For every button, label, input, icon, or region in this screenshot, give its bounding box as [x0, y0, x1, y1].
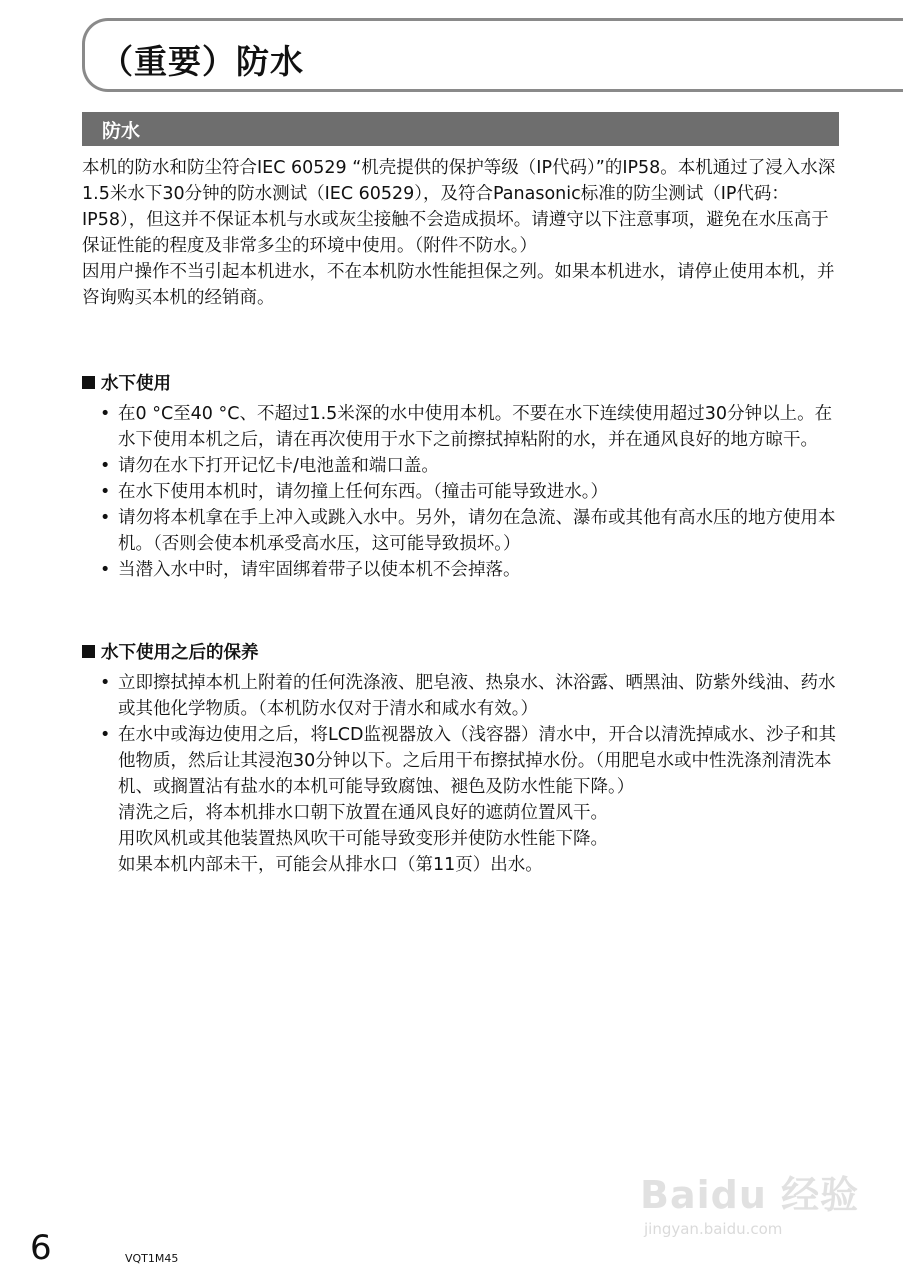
- bullet-icon: •: [100, 482, 111, 502]
- watermark-logo-text: Baidu 经验: [640, 1173, 860, 1217]
- bullet-icon: •: [100, 673, 111, 693]
- list-item: • 在0 °C至40 °C、不超过1.5米深的水中使用本机。不要在水下连续使用超过30分钟以上。在水下使用本机之后，请在再次使用于水下之前擦拭掉粘附的水，并在通风良好的地方晾干。: [100, 401, 842, 453]
- bullet-icon: •: [100, 725, 111, 745]
- watermark-url: jingyan.baidu.com: [644, 1220, 783, 1238]
- square-bullet-icon: [82, 645, 95, 658]
- bullet-icon: •: [100, 508, 111, 528]
- intro-paragraph: 因用户操作不当引起本机进水，不在本机防水性能担保之列。如果本机进水，请停止使用本机，并咨询购买本机的经销商。: [82, 262, 835, 308]
- list-item: • 立即擦拭掉本机上附着的任何洗涤液、肥皂液、热泉水、沐浴露、晒黑油、防紫外线油、药水或其他化学物质。（本机防水仅对于清水和咸水有效。）: [100, 670, 842, 722]
- care-heading-text: 水下使用之后的保养: [101, 643, 259, 663]
- section-header-bar: [82, 112, 839, 146]
- bullet-icon: •: [100, 456, 111, 476]
- intro-text: [82, 155, 842, 311]
- list-item: • 在水下使用本机时，请勿撞上任何东西。（撞击可能导致进水。）: [100, 479, 842, 505]
- model-code: VQT1M45: [125, 1252, 179, 1265]
- page-title: （重要）防水: [100, 42, 304, 81]
- underwater-heading: [82, 371, 171, 397]
- intro-paragraph: 本机的防水和防尘符合IEC 60529 “机壳提供的保护等级（IP代码）”的IP58。本机通过了浸入水深1.5米水下30分钟的防水测试（IEC 60529），及符合Panasonic标准的防尘测试（IP代码：IP58），但这并不保证本机与水或灰尘接触不会造成损坏。请遵守以下注意事项，避免在水压高于保证性能的程度及非常多尘的环境中使用。（附件不防水。）: [82, 158, 836, 256]
- underwater-list: [100, 401, 842, 583]
- baidu-jingyan-watermark: [640, 1142, 885, 1252]
- square-bullet-icon: [82, 376, 95, 389]
- care-list: [100, 670, 842, 878]
- list-item: • 请勿在水下打开记忆卡/电池盖和端口盖。: [100, 453, 842, 479]
- underwater-heading-text: 水下使用: [101, 374, 171, 394]
- care-heading: [82, 640, 259, 666]
- bullet-icon: •: [100, 560, 111, 580]
- list-item: • 当潜入水中时，请牢固绑着带子以使本机不会掉落。: [100, 557, 842, 583]
- page-number: 6: [30, 1228, 52, 1268]
- list-item: • 在水中或海边使用之后，将LCD监视器放入（浅容器）清水中，开合以清洗掉咸水、沙子和其他物质，然后让其浸泡30分钟以下。之后用干布擦拭掉水份。（用肥皂水或中性洗涤剂清洗本机、或搁置沾有盐水的本机可能导致腐蚀、褪色及防水性能下降。） 清洗之后，将本机排水口朝下放置在通风良好的遮荫位置风干。 用吹风机或其他装置热风吹干可能导致变形并使防水性能下降。 如果本机内部未干，可能会从排水口（第11页）出水。: [100, 722, 842, 878]
- section-title: 防水: [102, 120, 141, 142]
- bullet-icon: •: [100, 404, 111, 424]
- list-item: • 请勿将本机拿在手上冲入或跳入水中。另外，请勿在急流、瀑布或其他有高水压的地方使用本机。（否则会使本机承受高水压，这可能导致损坏。）: [100, 505, 842, 557]
